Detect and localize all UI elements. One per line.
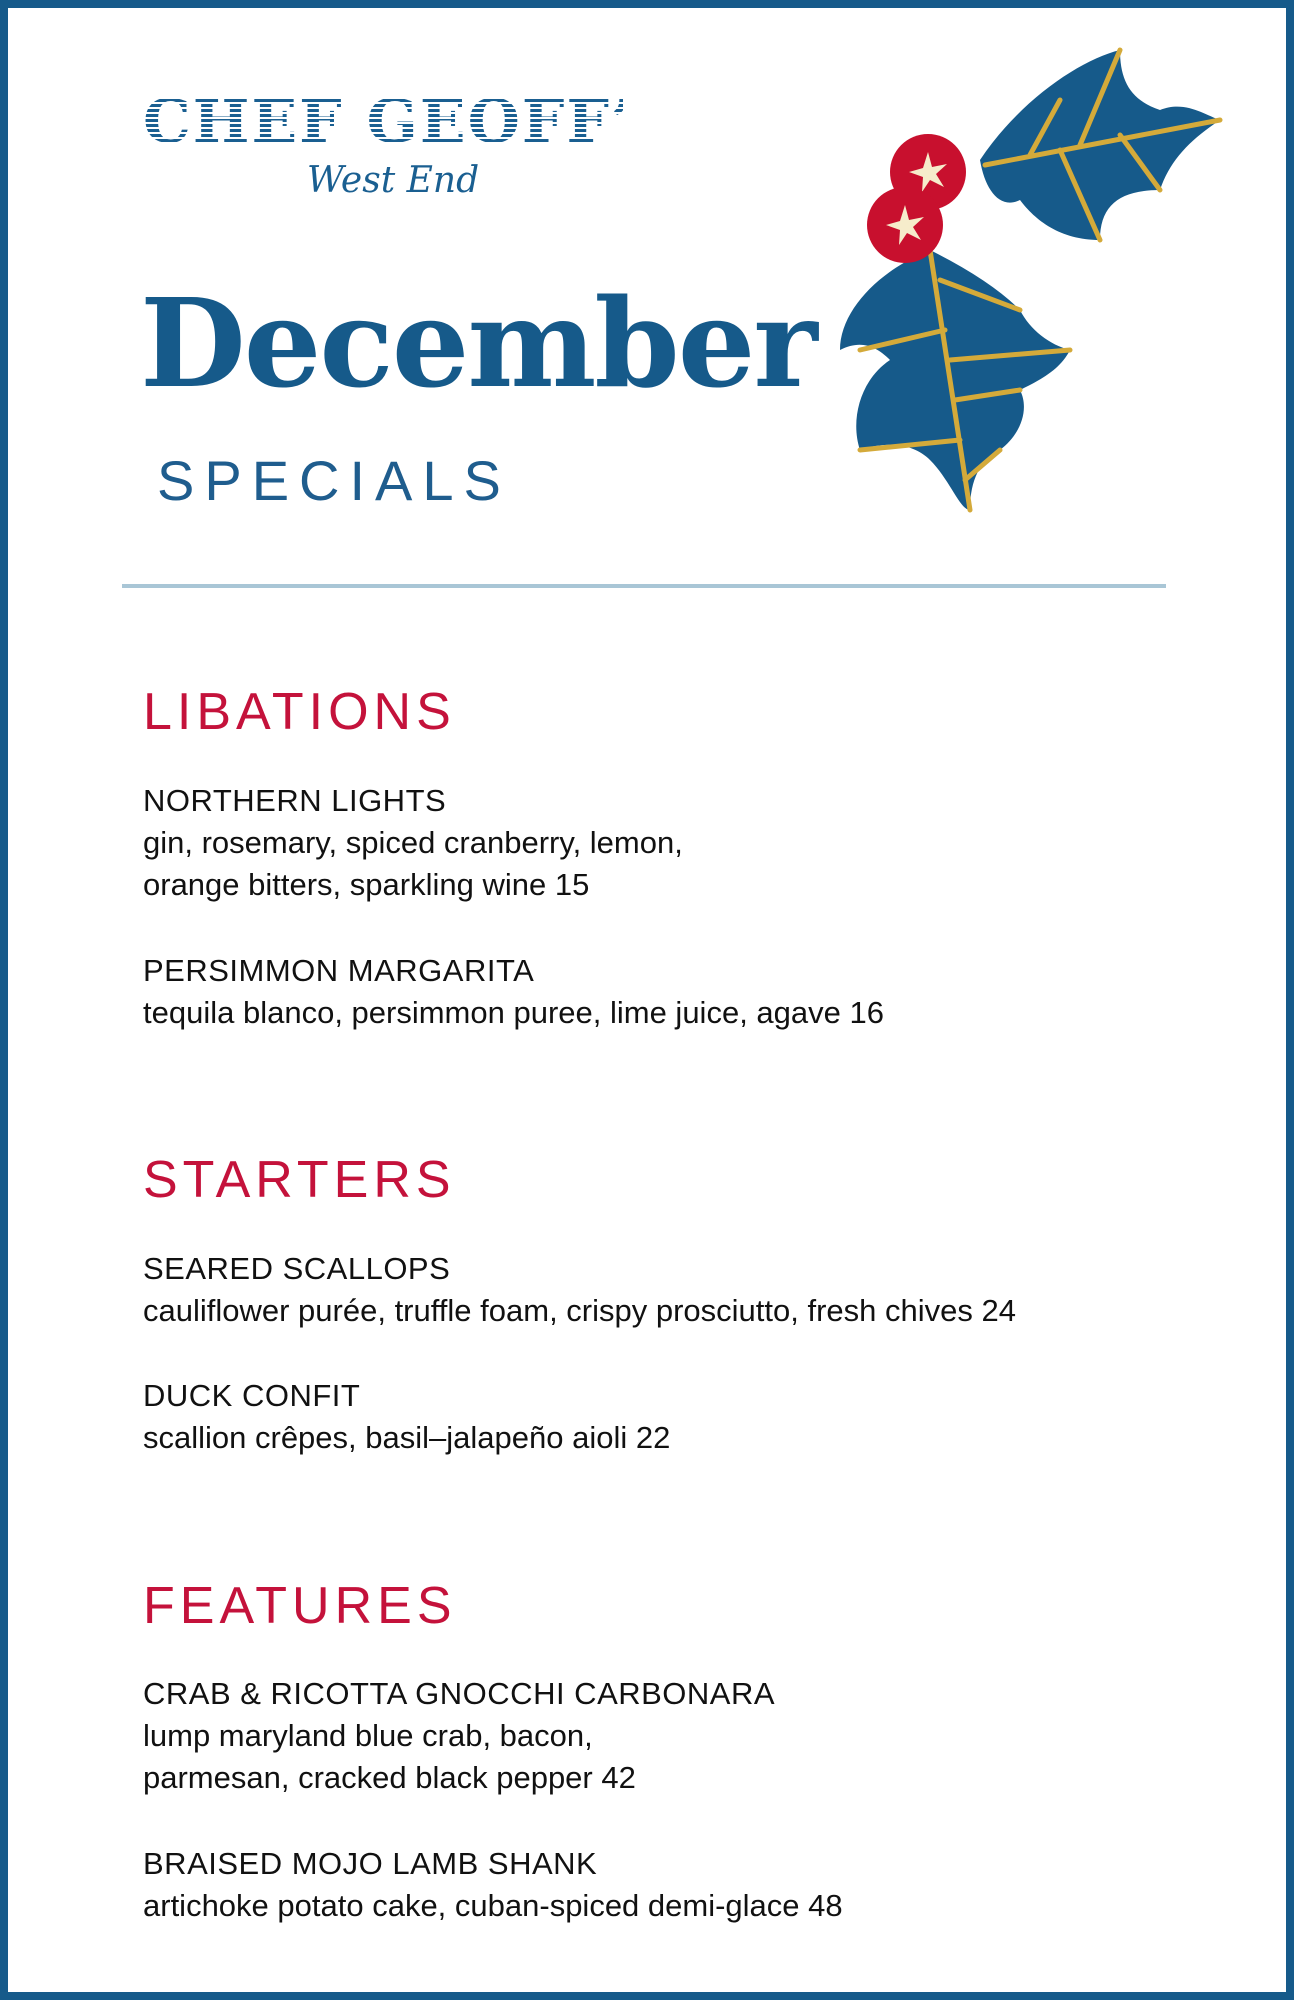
holly-leaf-lower-left — [840, 250, 1070, 510]
item-desc-crab-gnocchi-line1: lump maryland blue crab, bacon, — [143, 1718, 593, 1753]
page-subtitle: SPECIALS — [157, 449, 511, 512]
item-desc-persimmon-margarita: tequila blanco, persimmon puree, lime juice, agave 16 — [143, 995, 884, 1030]
item-desc-northern-lights-line2: orange bitters, sparkling wine 15 — [143, 867, 590, 902]
item-desc-northern-lights-line1: gin, rosemary, spiced cranberry, lemon, — [143, 825, 683, 860]
header-divider — [122, 584, 1166, 588]
page-title: December — [140, 271, 816, 415]
item-name-northern-lights: NORTHERN LIGHTS — [143, 783, 447, 818]
holly-leaf-upper-right — [980, 50, 1220, 240]
item-desc-seared-scallops: cauliflower purée, truffle foam, crispy prosciutto, fresh chives 24 — [143, 1293, 1016, 1328]
item-name-duck-confit: DUCK CONFIT — [143, 1378, 361, 1413]
section-title-libations: LIBATIONS — [143, 683, 456, 741]
item-name-persimmon-margarita: PERSIMMON MARGARITA — [143, 953, 535, 988]
brand-name: CHEF GEOFF’S — [143, 87, 680, 157]
item-name-seared-scallops: SEARED SCALLOPS — [143, 1251, 451, 1286]
holly-berry-lower — [867, 187, 943, 263]
item-desc-crab-gnocchi-line2: parmesan, cracked black pepper 42 — [143, 1760, 636, 1795]
section-title-starters: STARTERS — [143, 1151, 456, 1209]
brand-location: West End — [306, 160, 480, 201]
brand-logo — [143, 87, 680, 201]
item-desc-lamb-shank: artichoke potato cake, cuban-spiced demi-glace 48 — [143, 1888, 843, 1923]
item-desc-duck-confit: scallion crêpes, basil–jalapeño aioli 22 — [143, 1420, 671, 1455]
holly-leaves-illustration — [820, 40, 1230, 520]
section-title-features: FEATURES — [143, 1577, 457, 1635]
item-name-lamb-shank: BRAISED MOJO LAMB SHANK — [143, 1846, 598, 1881]
item-name-crab-gnocchi: CRAB & RICOTTA GNOCCHI CARBONARA — [143, 1676, 776, 1711]
